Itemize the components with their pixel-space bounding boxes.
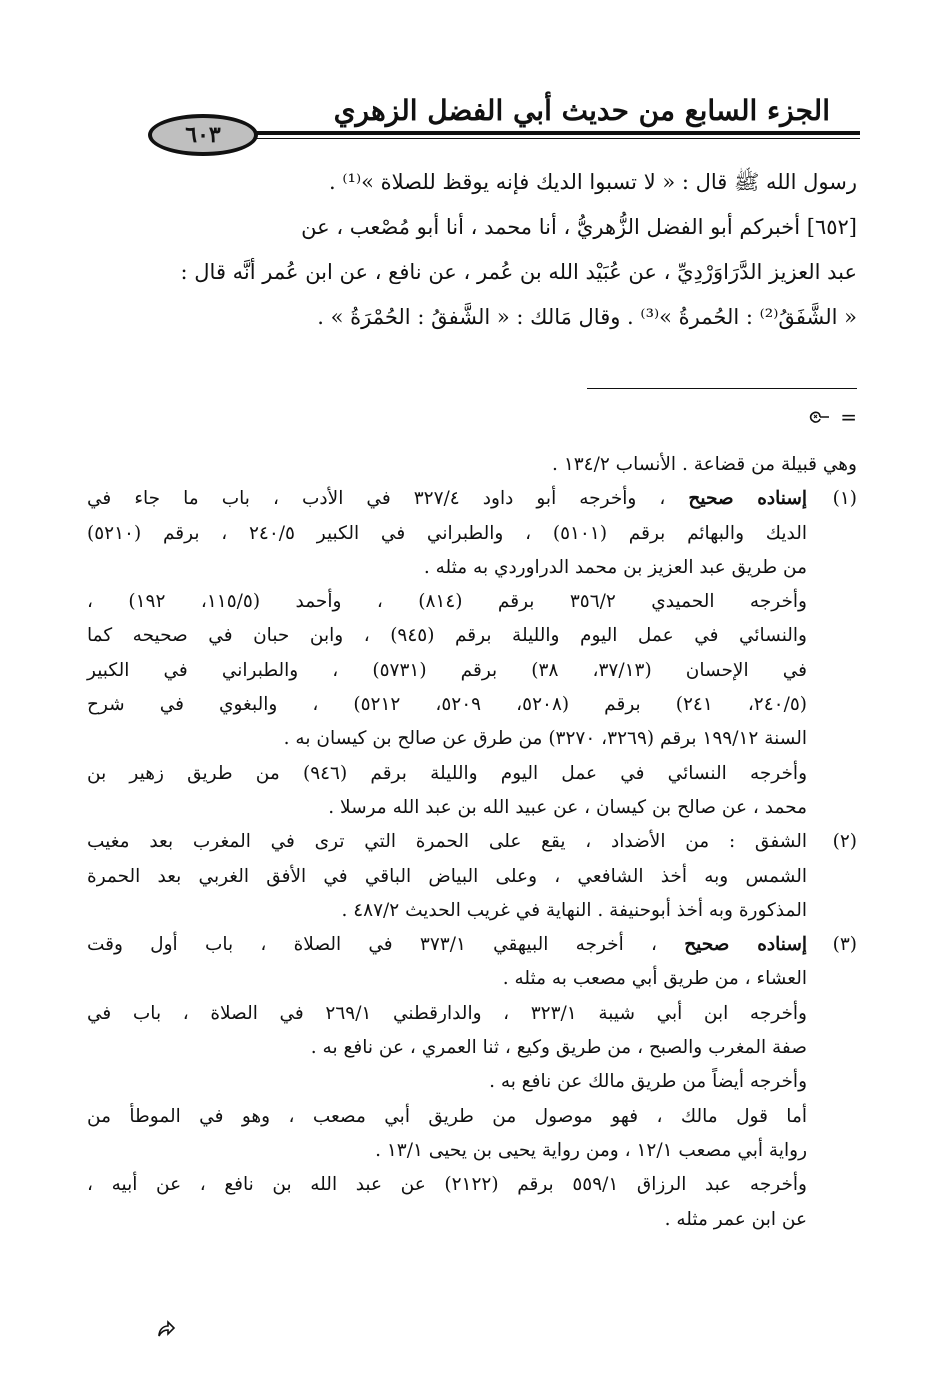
page-number: ٦٠٣: [148, 114, 258, 156]
running-header: [140, 88, 860, 168]
footnote-line: المذكورة وبه أخذ أبوحنيفة . النهاية في غريب الحديث ٤٨٧/٢ .: [341, 899, 807, 921]
main-line-4: « الشَّفَقُ⁽²⁾ : الحُمرةُ »⁽³⁾ . وقال مَالك : « الشَّفقُ : الحُمْرَةُ » .: [317, 305, 857, 329]
footnote-line: وأخرجه عبد الرزاق ٥٥٩/١ برقم (٢١٢٢) عن عبد الله بن نافع ، عن أبيه ،: [87, 1174, 807, 1196]
footnote-line: محمد ، عن صالح بن كيسان ، عن عبيد الله بن عبد الله مرسلا .: [328, 796, 807, 818]
footnote-line: وأخرجه الحميدي ٣٥٦/٢ برقم (٨١٤) ، وأحمد (١١٥/٥، ١٩٢) ،: [87, 591, 807, 613]
footnote-line: أما قول مالك ، فهو موصول من طريق أبي مصعب ، وهو في الموطأ من: [87, 1105, 807, 1127]
footnote-line: الديك والبهائم برقم (٥١٠١) ، والطبراني في الكبير ٢٤٠/٥ ، برقم (٥٢١٠): [87, 522, 808, 544]
footnote-line: (٢٤٠/٥، ٢٤١) برقم (٥٢٠٨، ٥٢٠٩، ٥٢١٢) ، والبغوي في شرح: [87, 694, 807, 716]
continuation-marker: =: [840, 405, 857, 429]
isnad-verdict: إسناده صحيح: [688, 488, 807, 510]
footnote-line: إسناده صحيح ، وأخرجه أبو داود ٣٢٧/٤ في الأدب ، باب ما جاء في: [87, 488, 807, 510]
footnote-number: (١): [832, 488, 857, 510]
main-line-3: عبد العزيز الدَّرَاوَرْدِيِّ ، عن عُبَيْد الله بن عُمر ، عن نافع ، عن ابن عُمر أنَّه قال :: [180, 260, 857, 284]
footnote-line: الشفق : من الأضداد ، يقع على الحمرة التي ترى في المغرب بعد مغيب: [87, 831, 807, 853]
footnote-line: عن ابن عمر مثله .: [664, 1208, 807, 1230]
pointing-hand-icon: [808, 409, 830, 425]
footnote-number: (٢): [832, 831, 857, 853]
pointing-hand-icon: [155, 1318, 177, 1340]
footnote-line: العشاء ، من طريق أبي مصعب به مثله .: [502, 968, 807, 990]
footnote-line: السنة ١٩٩/١٢ برقم (٣٢٦٩، ٣٢٧٠) من طرق عن صالح بن كيسان به .: [283, 728, 807, 750]
footnote-line: وأخرجه النسائي في عمل اليوم والليلة برقم (٩٤٦) من طريق زهير بن: [87, 762, 808, 784]
footnote-line: وأخرجه أيضاً من طريق مالك عن نافع به .: [489, 1071, 807, 1093]
main-line-1: رسول الله ﷺ قال : « لا تسبوا الديك فإنه يوقظ للصلاة »⁽¹⁾ .: [329, 170, 857, 194]
footnote-line: وأخرجه ابن أبي شيبة ٣٢٣/١ ، والدارقطني ٢٦٩/١ في الصلاة ، باب في: [87, 1002, 807, 1024]
isnad-verdict: إسناده صحيح: [684, 934, 807, 956]
footnote-line: الشمس وبه أخذ الشافعي ، وعلى البياض الباقي في الأفق الغربي بعد الحمرة: [87, 865, 807, 887]
main-text: [87, 160, 857, 340]
footnotes: [87, 448, 857, 1237]
header-rule-thin: [235, 138, 860, 139]
footnote-line: رواية أبي مصعب ١٢/١ ، ومن رواية يحيى بن يحيى ١٣/١ .: [375, 1139, 807, 1161]
continuation-line: وهي قبيلة من قضاعة . الأنساب ١٣٤/٢ .: [552, 454, 857, 475]
footnote-line: صفة المغرب والصبح ، من طريق وكيع ، ثنا العمري ، عن نافع به .: [310, 1037, 807, 1059]
footnote-number: (٣): [832, 934, 857, 956]
footnote-line: والنسائي في عمل اليوم والليلة برقم (٩٤٥) ، وابن حبان في صحيحه كما: [87, 625, 807, 647]
footnote-2: [87, 825, 857, 928]
main-line-2: [٦٥٢] أخبركم أبو الفضل الزُّهريُّ ، أنا محمد ، أنا أبو مُصْعب ، عن: [301, 215, 857, 239]
footnote-1: [87, 482, 857, 825]
continuation-marker-row: [808, 405, 857, 429]
header-title: الجزء السابع من حديث أبي الفضل الزهري: [333, 94, 830, 127]
footnote-3: [87, 928, 857, 1237]
header-rule: [235, 131, 860, 135]
footnote-line: في الإحسان (٣٧/١٣، ٣٨) برقم (٥٧٣١) ، والطبراني في الكبير: [87, 659, 807, 681]
footnote-line: إسناده صحيح ، أخرجه البيهقي ٣٧٣/١ في الصلاة ، باب أول وقت: [87, 934, 807, 956]
footnote-line: من طريق عبد العزيز بن محمد الدراوردي به مثله .: [423, 556, 807, 578]
footnote-divider: [587, 388, 857, 389]
